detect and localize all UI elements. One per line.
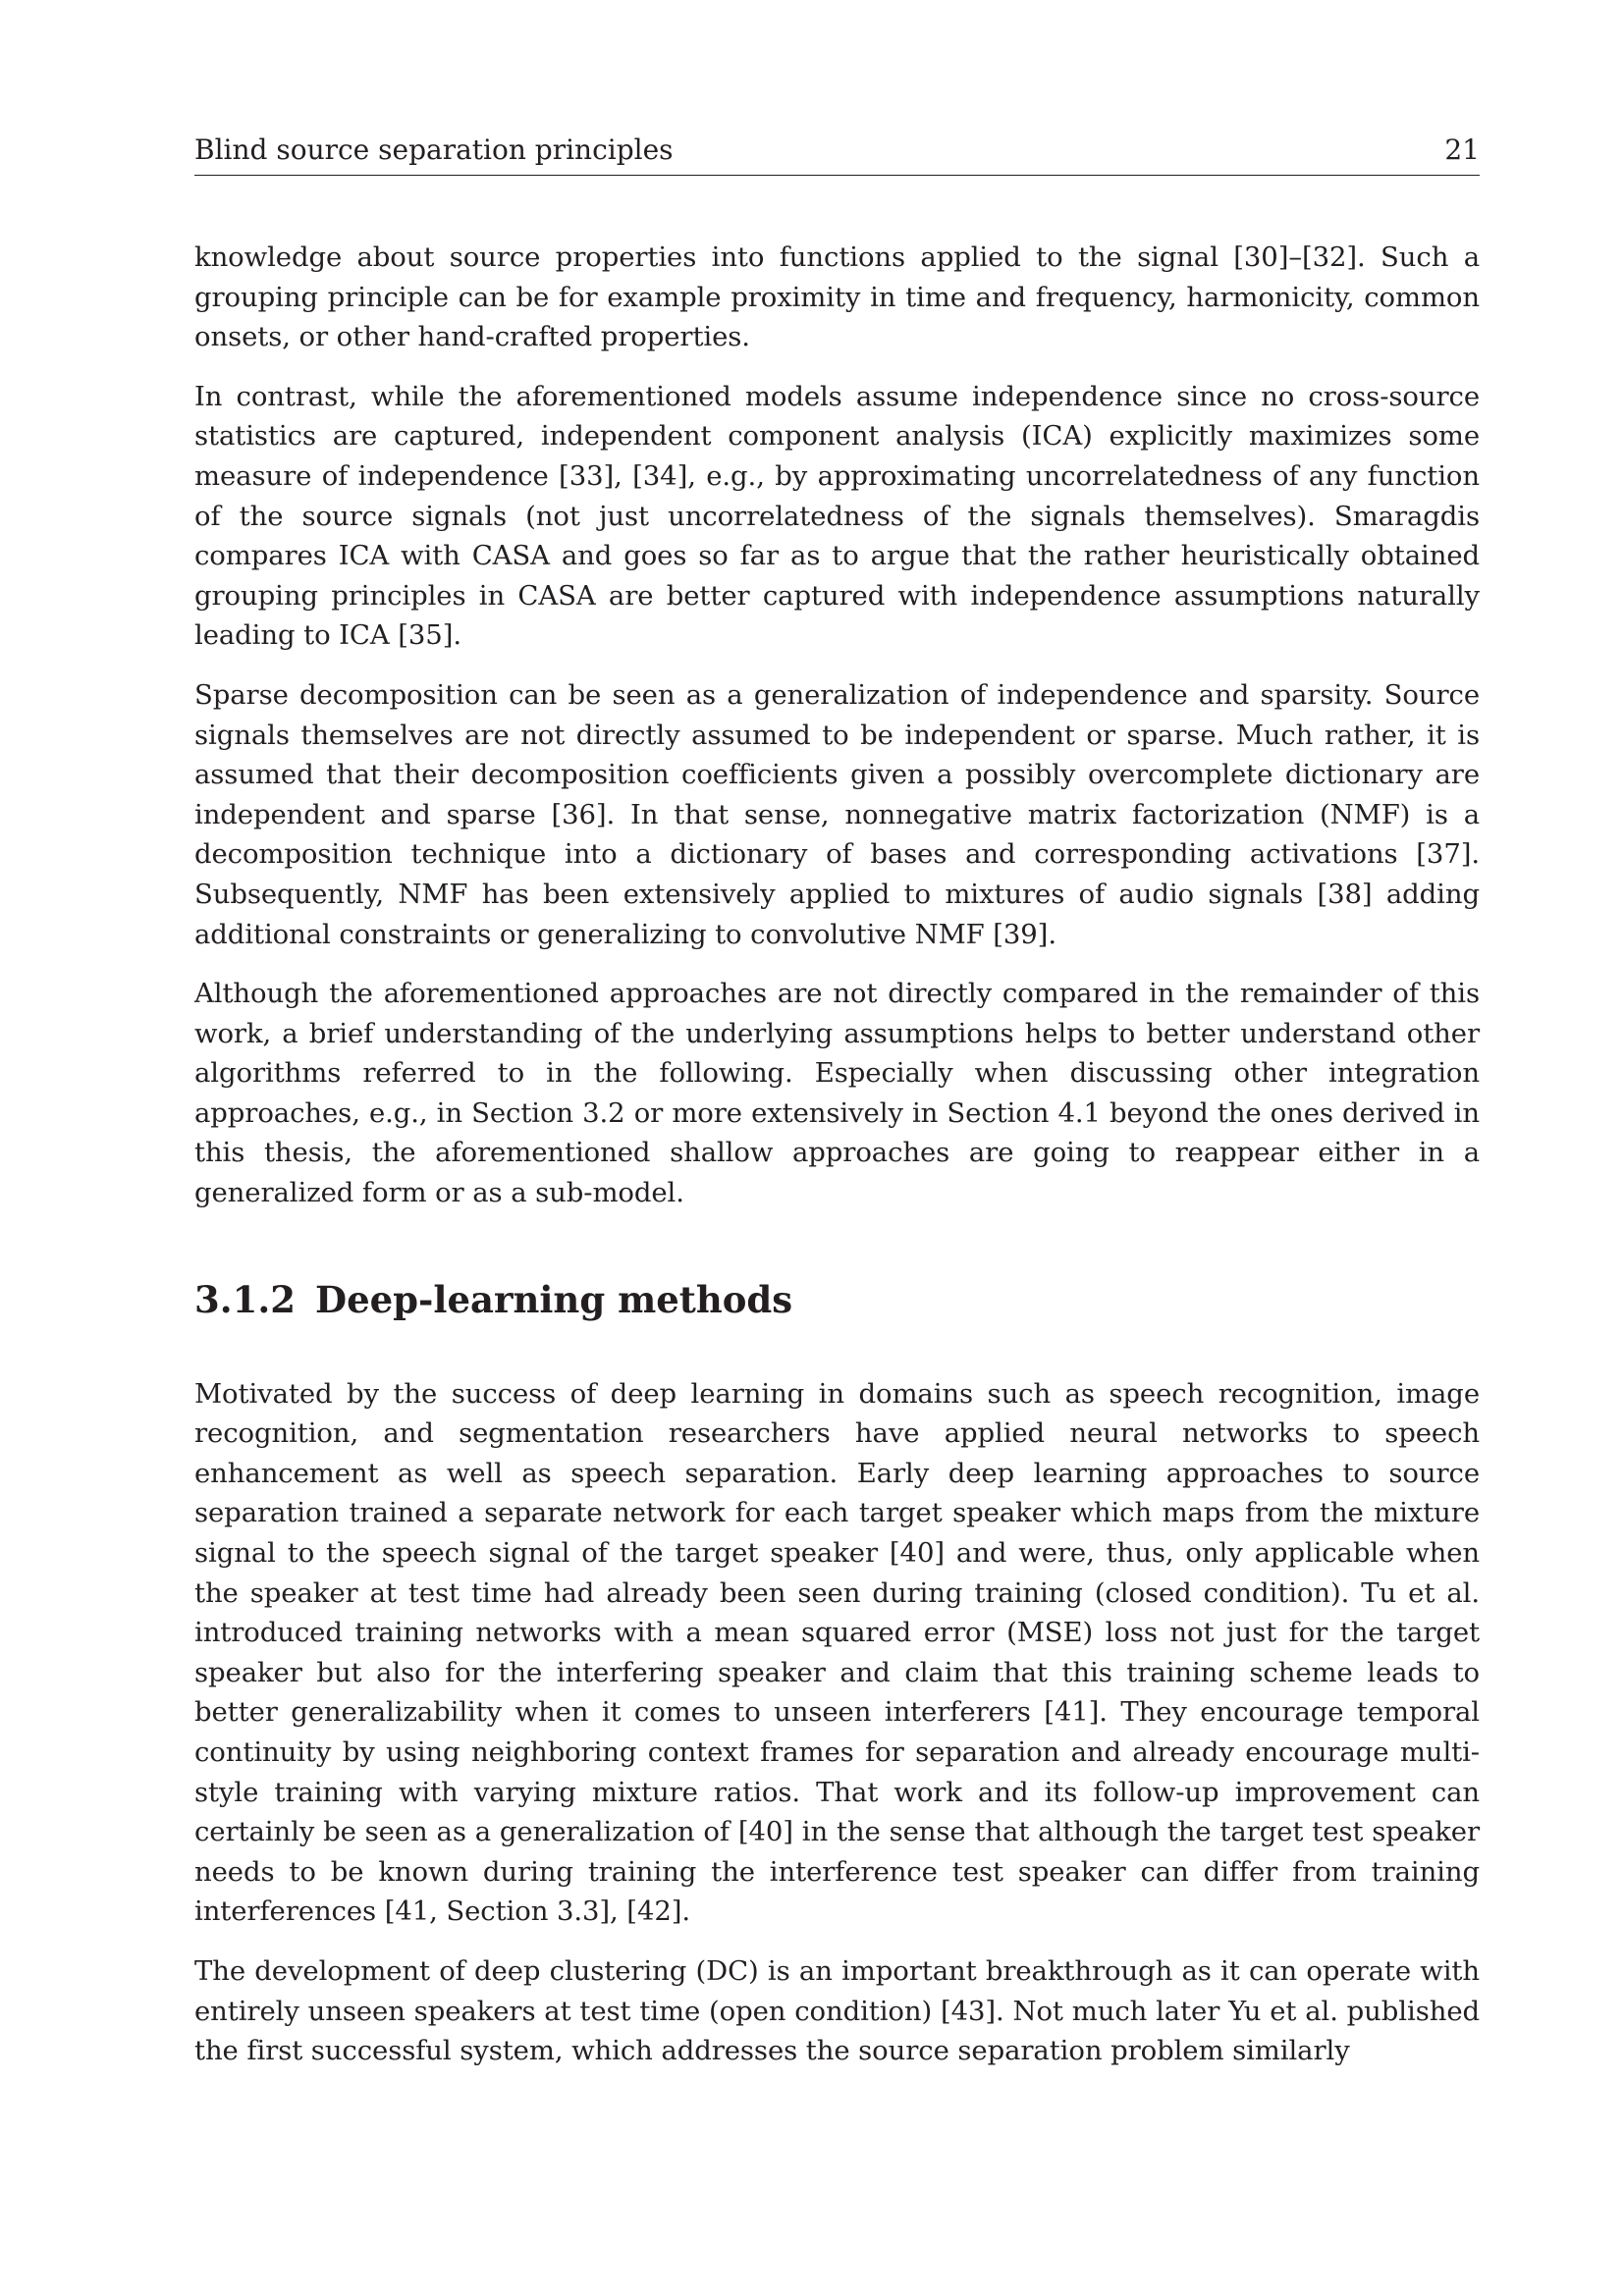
page-number: 21 — [1444, 133, 1480, 166]
section-number: 3.1.2 — [194, 1277, 296, 1321]
paragraph: Although the aforementioned approaches are not directly compared in the remainder of this work, a brief understanding of the underlying assumptions helps to better understand other algorithms referred to in the following. Especially when discussing other integration approaches, e.g., in Section 3.2 or more extensively in Section 4.1 beyond the ones derived in this thesis, the aforementioned shallow approaches are going to reappear either in a generalized form or as a sub-model. — [194, 978, 1480, 1209]
paragraph: Sparse decomposition can be seen as a generalization of independence and sparsity. Source signals themselves are not directly assumed to be independent or sparse. Much rather, it is assumed that their decomposition coefficients given a possibly overcomplete dictionary are independent and sparse [36]. In that sense, nonnegative matrix factorization (NMF) is a decomposition technique into a dictionary of bases and corresponding activations [37]. Subsequently, NMF has been extensively applied to mixtures of audio signals [38] adding additional constraints or generalizing to convolutive NMF [39]. — [194, 678, 1480, 950]
paragraph: The development of deep clustering (DC) is an important breakthrough as it can operate with entirely unseen speakers at test time (open condition) [43]. Not much later Yu et al. published the first successful system, which addresses the source separation problem similarly — [194, 1954, 1480, 2067]
document-page — [194, 0, 1480, 2296]
page-body — [194, 238, 1480, 2091]
paragraph: Motivated by the success of deep learning in domains such as speech recognition, image recognition, and segmentation researchers have applied neural networks to speech enhancement as well as speech separation. Early deep learning approaches to source separation trained a separate network for each target speaker which maps from the mixture signal to the speech signal of the target speaker [40] and were, thus, only applicable when the speaker at test time had already been seen during training (closed condition). Tu et al. introduced training networks with a mean squared error (MSE) loss not just for the target speaker but also for the interfering speaker and claim that this training scheme leads to better generalizability when it comes to unseen interferers [41]. They encourage temporal continuity by using neighboring context frames for separation and already encourage multi-style training with varying mixture ratios. That work and its follow-up improvement can certainly be seen as a generalization of [40] in the sense that although the target test speaker needs to be known during training the interference test speaker can differ from training interferences [41, Section 3.3], [42]. — [194, 1377, 1480, 1928]
paragraph: knowledge about source properties into functions applied to the signal [30]–[32]. Such a grouping principle can be for example proximity in time and frequency, harmonicity, common onsets, or other hand-crafted properties. — [194, 241, 1480, 353]
paragraph: In contrast, while the aforementioned models assume independence since no cross-source statistics are captured, independent component analysis (ICA) explicitly maximizes some measure of independence [33], [34], e.g., by approximating uncorrelatedness of any function of the source signals (not just uncorrelatedness of the signals themselves). Smaragdis compares ICA with CASA and goes so far as to argue that the rather heuristically obtained grouping principles in CASA are better captured with independence assumptions naturally leading to ICA [35]. — [194, 380, 1480, 652]
section-title: Deep-learning methods — [315, 1277, 793, 1321]
section-heading — [194, 1278, 1480, 1321]
chapter-title: Blind source separation principles — [194, 133, 674, 166]
running-header — [194, 133, 1480, 176]
